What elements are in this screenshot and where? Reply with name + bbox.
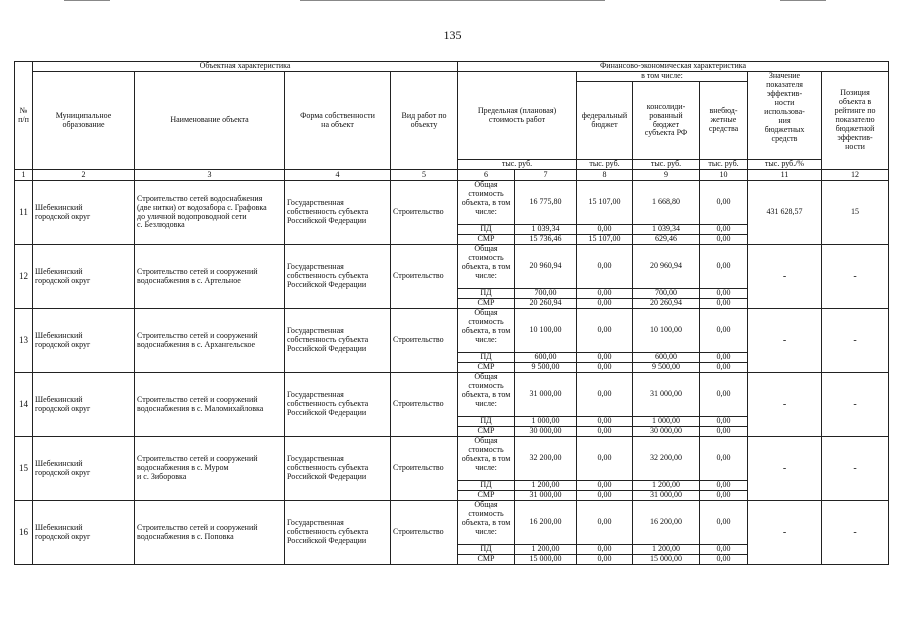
federal-budget-cell: 0,00: [577, 501, 633, 545]
extrabudget-cell: 0,00: [700, 309, 748, 353]
extrabudget-cell: 0,00: [700, 437, 748, 481]
federal-budget-cell: 0,00: [577, 373, 633, 417]
col-number: 5: [391, 170, 458, 181]
pd-total-cost-cell: 1 000,00: [515, 417, 577, 427]
smr-label-cell: СМР: [458, 299, 515, 309]
pd-label-cell: ПД: [458, 353, 515, 363]
pd-total-cost-cell: 700,00: [515, 289, 577, 299]
smr-label-cell: СМР: [458, 427, 515, 437]
smr-extrabudget-cell: 0,00: [700, 235, 748, 245]
pd-consolidated-budget-cell: 600,00: [633, 353, 700, 363]
pd-label-cell: ПД: [458, 289, 515, 299]
extrabudget-cell: 0,00: [700, 501, 748, 545]
position-cell: -: [822, 309, 889, 373]
smr-consolidated-budget-cell: 31 000,00: [633, 491, 700, 501]
municipality-cell: Шебекинский городской округ: [33, 437, 135, 501]
pd-federal-budget-cell: 0,00: [577, 289, 633, 299]
total-label-cell: Общая стоимость объекта, в том числе:: [458, 245, 515, 289]
efficiency-cell: -: [748, 245, 822, 309]
top-rule-right: [780, 0, 826, 1]
table-row: [15, 373, 889, 417]
work-type-cell: Строительство: [391, 501, 458, 565]
col-number: 11: [748, 170, 822, 181]
ownership-cell: Государственная собственность субъекта Российской Федерации: [285, 245, 391, 309]
col-number: 10: [700, 170, 748, 181]
total-label-cell: Общая стоимость объекта, в том числе:: [458, 181, 515, 225]
work-type-cell: Строительство: [391, 437, 458, 501]
header-federal: федеральный бюджет: [577, 82, 633, 160]
header-ownership: Форма собственности на объект: [285, 72, 391, 170]
position-cell: -: [822, 245, 889, 309]
table-body: [15, 181, 889, 565]
pd-federal-budget-cell: 0,00: [577, 481, 633, 491]
header-extrabudget: внебюд- жетные средства: [700, 82, 748, 160]
page-number: 135: [443, 28, 462, 42]
smr-label-cell: СМР: [458, 235, 515, 245]
pd-total-cost-cell: 1 039,34: [515, 225, 577, 235]
smr-federal-budget-cell: 0,00: [577, 427, 633, 437]
top-rule-center: [300, 0, 605, 1]
smr-federal-budget-cell: 0,00: [577, 491, 633, 501]
col-number: 2: [33, 170, 135, 181]
consolidated-budget-cell: 31 000,00: [633, 373, 700, 417]
consolidated-budget-cell: 32 200,00: [633, 437, 700, 481]
efficiency-cell: -: [748, 373, 822, 437]
total-cost-cell: 16 775,80: [515, 181, 577, 225]
col-number: 6: [458, 170, 515, 181]
smr-label-cell: СМР: [458, 491, 515, 501]
federal-budget-cell: 0,00: [577, 309, 633, 353]
pd-consolidated-budget-cell: 700,00: [633, 289, 700, 299]
header-unit-cost: тыс. руб.: [458, 160, 577, 170]
col-number: 7: [515, 170, 577, 181]
header-object-characteristic: Объектная характеристика: [33, 62, 458, 72]
table-row: [15, 245, 889, 289]
pd-total-cost-cell: 600,00: [515, 353, 577, 363]
row-number: 11: [15, 181, 33, 245]
ownership-cell: Государственная собственность субъекта Российской Федерации: [285, 373, 391, 437]
smr-extrabudget-cell: 0,00: [700, 363, 748, 373]
object-name-cell: Строительство сетей и сооружений водоснабжения в с. Архангельское: [135, 309, 285, 373]
municipality-cell: Шебекинский городской округ: [33, 245, 135, 309]
table-row: [15, 181, 889, 225]
object-name-cell: Строительство сетей и сооружений водоснабжения в с. Маломихайловка: [135, 373, 285, 437]
municipality-cell: Шебекинский городской округ: [33, 373, 135, 437]
pd-consolidated-budget-cell: 1 039,34: [633, 225, 700, 235]
smr-total-cost-cell: 31 000,00: [515, 491, 577, 501]
ownership-cell: Государственная собственность субъекта Российской Федерации: [285, 501, 391, 565]
consolidated-budget-cell: 20 960,94: [633, 245, 700, 289]
header-unit-extrabudget: тыс. руб.: [700, 160, 748, 170]
pd-consolidated-budget-cell: 1 200,00: [633, 545, 700, 555]
total-label-cell: Общая стоимость объекта, в том числе:: [458, 309, 515, 353]
object-name-cell: Строительство сетей и сооружений водоснабжения в с. Поповка: [135, 501, 285, 565]
smr-extrabudget-cell: 0,00: [700, 555, 748, 565]
efficiency-cell: -: [748, 501, 822, 565]
pd-federal-budget-cell: 0,00: [577, 417, 633, 427]
row-number: 16: [15, 501, 33, 565]
pd-extrabudget-cell: 0,00: [700, 289, 748, 299]
ownership-cell: Государственная собственность субъекта Российской Федерации: [285, 181, 391, 245]
row-number: 13: [15, 309, 33, 373]
municipality-cell: Шебекинский городской округ: [33, 181, 135, 245]
header-municipality: Муниципальное образование: [33, 72, 135, 170]
position-cell: -: [822, 437, 889, 501]
smr-consolidated-budget-cell: 629,46: [633, 235, 700, 245]
total-cost-cell: 32 200,00: [515, 437, 577, 481]
consolidated-budget-cell: 1 668,80: [633, 181, 700, 225]
header-unit-efficiency: тыс. руб./%: [748, 160, 822, 170]
smr-consolidated-budget-cell: 15 000,00: [633, 555, 700, 565]
smr-federal-budget-cell: 0,00: [577, 555, 633, 565]
pd-federal-budget-cell: 0,00: [577, 545, 633, 555]
smr-consolidated-budget-cell: 9 500,00: [633, 363, 700, 373]
smr-consolidated-budget-cell: 20 260,94: [633, 299, 700, 309]
extrabudget-cell: 0,00: [700, 245, 748, 289]
smr-extrabudget-cell: 0,00: [700, 427, 748, 437]
work-type-cell: Строительство: [391, 181, 458, 245]
pd-label-cell: ПД: [458, 545, 515, 555]
smr-total-cost-cell: 20 260,94: [515, 299, 577, 309]
col-number: 1: [15, 170, 33, 181]
smr-extrabudget-cell: 0,00: [700, 299, 748, 309]
total-cost-cell: 10 100,00: [515, 309, 577, 353]
pd-label-cell: ПД: [458, 481, 515, 491]
pd-label-cell: ПД: [458, 225, 515, 235]
total-label-cell: Общая стоимость объекта, в том числе:: [458, 501, 515, 545]
table-row: [15, 309, 889, 353]
total-label-cell: Общая стоимость объекта, в том числе:: [458, 373, 515, 417]
smr-federal-budget-cell: 0,00: [577, 363, 633, 373]
municipality-cell: Шебекинский городской округ: [33, 309, 135, 373]
pd-consolidated-budget-cell: 1 200,00: [633, 481, 700, 491]
header-cost: Предельная (плановая) стоимость работ: [458, 72, 577, 160]
federal-budget-cell: 0,00: [577, 245, 633, 289]
smr-label-cell: СМР: [458, 555, 515, 565]
pd-extrabudget-cell: 0,00: [700, 545, 748, 555]
header-efficiency: Значение показателя эффектив- ности использова- ния бюджетных средств: [748, 72, 822, 160]
table-row: [15, 501, 889, 545]
header-unit-federal: тыс. руб.: [577, 160, 633, 170]
total-cost-cell: 20 960,94: [515, 245, 577, 289]
work-type-cell: Строительство: [391, 309, 458, 373]
col-number: 4: [285, 170, 391, 181]
municipality-cell: Шебекинский городской округ: [33, 501, 135, 565]
investment-table: [14, 61, 889, 565]
object-name-cell: Строительство сетей водоснабжения (две нитки) от водозабора с. Графовка до уличной водопроводной сети с. Безлюдовка: [135, 181, 285, 245]
ownership-cell: Государственная собственность субъекта Российской Федерации: [285, 309, 391, 373]
row-number: 15: [15, 437, 33, 501]
pd-total-cost-cell: 1 200,00: [515, 545, 577, 555]
header-consolidated: консолиди- рованный бюджет субъекта РФ: [633, 82, 700, 160]
header-position: Позиция объекта в рейтинге по показателю бюджетной эффектив- ности: [822, 72, 889, 170]
header-object-name: Наименование объекта: [135, 72, 285, 170]
header-unit-consolidated: тыс. руб.: [633, 160, 700, 170]
smr-total-cost-cell: 30 000,00: [515, 427, 577, 437]
extrabudget-cell: 0,00: [700, 181, 748, 225]
pd-extrabudget-cell: 0,00: [700, 417, 748, 427]
smr-extrabudget-cell: 0,00: [700, 491, 748, 501]
col-number: 8: [577, 170, 633, 181]
header-fin-characteristic: Финансово-экономическая характеристика: [458, 62, 889, 72]
pd-federal-budget-cell: 0,00: [577, 225, 633, 235]
efficiency-cell: 431 628,57: [748, 181, 822, 245]
position-cell: 15: [822, 181, 889, 245]
object-name-cell: Строительство сетей и сооружений водоснабжения в с. Муром и с. Зиборовка: [135, 437, 285, 501]
pd-extrabudget-cell: 0,00: [700, 353, 748, 363]
pd-federal-budget-cell: 0,00: [577, 353, 633, 363]
total-cost-cell: 16 200,00: [515, 501, 577, 545]
smr-federal-budget-cell: 0,00: [577, 299, 633, 309]
pd-extrabudget-cell: 0,00: [700, 225, 748, 235]
pd-extrabudget-cell: 0,00: [700, 481, 748, 491]
consolidated-budget-cell: 16 200,00: [633, 501, 700, 545]
row-number: 14: [15, 373, 33, 437]
federal-budget-cell: 15 107,00: [577, 181, 633, 225]
work-type-cell: Строительство: [391, 245, 458, 309]
smr-total-cost-cell: 15 000,00: [515, 555, 577, 565]
smr-label-cell: СМР: [458, 363, 515, 373]
pd-label-cell: ПД: [458, 417, 515, 427]
position-cell: -: [822, 373, 889, 437]
efficiency-cell: -: [748, 309, 822, 373]
header-incl: в том числе:: [577, 72, 748, 82]
col-number: 9: [633, 170, 700, 181]
row-number: 12: [15, 245, 33, 309]
col-number: 12: [822, 170, 889, 181]
work-type-cell: Строительство: [391, 373, 458, 437]
extrabudget-cell: 0,00: [700, 373, 748, 417]
col-number: 3: [135, 170, 285, 181]
pd-total-cost-cell: 1 200,00: [515, 481, 577, 491]
object-name-cell: Строительство сетей и сооружений водоснабжения в с. Артельное: [135, 245, 285, 309]
smr-total-cost-cell: 9 500,00: [515, 363, 577, 373]
pd-consolidated-budget-cell: 1 000,00: [633, 417, 700, 427]
consolidated-budget-cell: 10 100,00: [633, 309, 700, 353]
top-rule-left: [64, 0, 110, 1]
header-no: № п/п: [15, 62, 33, 170]
ownership-cell: Государственная собственность субъекта Российской Федерации: [285, 437, 391, 501]
smr-federal-budget-cell: 15 107,00: [577, 235, 633, 245]
table-row: [15, 437, 889, 481]
federal-budget-cell: 0,00: [577, 437, 633, 481]
total-label-cell: Общая стоимость объекта, в том числе:: [458, 437, 515, 481]
header-work-type: Вид работ по объекту: [391, 72, 458, 170]
smr-consolidated-budget-cell: 30 000,00: [633, 427, 700, 437]
efficiency-cell: -: [748, 437, 822, 501]
position-cell: -: [822, 501, 889, 565]
total-cost-cell: 31 000,00: [515, 373, 577, 417]
smr-total-cost-cell: 15 736,46: [515, 235, 577, 245]
